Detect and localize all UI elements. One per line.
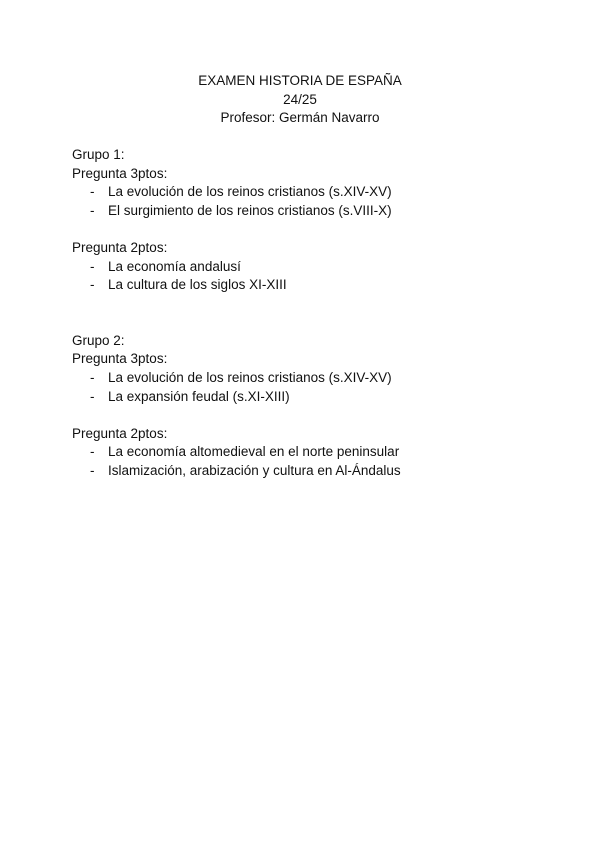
- list-item: [72, 369, 552, 388]
- topic-text: La economía altomedieval en el norte peninsular: [108, 444, 400, 460]
- document-body: [72, 146, 552, 481]
- question-label: Pregunta 2ptos:: [72, 239, 168, 255]
- topic-list: [72, 443, 552, 480]
- question-block: [72, 425, 552, 481]
- bullet-dash: -: [90, 462, 95, 478]
- list-item: [72, 202, 552, 221]
- list-item: [72, 462, 552, 481]
- question-block: [72, 239, 552, 295]
- topic-text: El surgimiento de los reinos cristianos (s.VIII-X): [108, 202, 392, 218]
- topic-list: [72, 258, 552, 295]
- question-label: Pregunta 2ptos:: [72, 425, 168, 441]
- list-item: [72, 443, 552, 462]
- topic-text: La evolución de los reinos cristianos (s.XIV-XV): [108, 369, 392, 385]
- question-block: [72, 350, 552, 406]
- list-item: [72, 388, 552, 407]
- topic-text: La evolución de los reinos cristianos (s.XIV-XV): [108, 184, 392, 200]
- topic-list: [72, 369, 552, 406]
- list-item: [72, 276, 552, 295]
- bullet-dash: -: [90, 369, 95, 385]
- topic-text: Islamización, arabización y cultura en Al-Ándalus: [108, 462, 401, 478]
- topic-list: [72, 183, 552, 220]
- group-1: [72, 146, 552, 295]
- list-item: [72, 258, 552, 277]
- document-header: [0, 72, 600, 128]
- list-item: [72, 183, 552, 202]
- question-block: [72, 165, 552, 221]
- teacher-name: Profesor: Germán Navarro: [220, 110, 380, 126]
- topic-text: La expansión feudal (s.XI-XIII): [108, 388, 290, 404]
- spacer: [72, 220, 552, 239]
- group-2: [72, 332, 552, 481]
- group-label: Grupo 1:: [72, 147, 125, 162]
- question-label: Pregunta 3ptos:: [72, 351, 168, 367]
- bullet-dash: -: [90, 202, 95, 218]
- bullet-dash: -: [90, 444, 95, 460]
- bullet-dash: -: [90, 258, 95, 274]
- bullet-dash: -: [90, 184, 95, 200]
- spacer: [72, 295, 552, 332]
- bullet-dash: -: [90, 277, 95, 293]
- topic-text: La cultura de los siglos XI-XIII: [108, 277, 287, 293]
- school-year: 24/25: [283, 91, 317, 107]
- exam-title: EXAMEN HISTORIA DE ESPAÑA: [198, 73, 402, 88]
- topic-text: La economía andalusí: [108, 258, 241, 274]
- spacer: [72, 406, 552, 425]
- question-label: Pregunta 3ptos:: [72, 165, 168, 181]
- group-label: Grupo 2:: [72, 332, 125, 348]
- bullet-dash: -: [90, 388, 95, 404]
